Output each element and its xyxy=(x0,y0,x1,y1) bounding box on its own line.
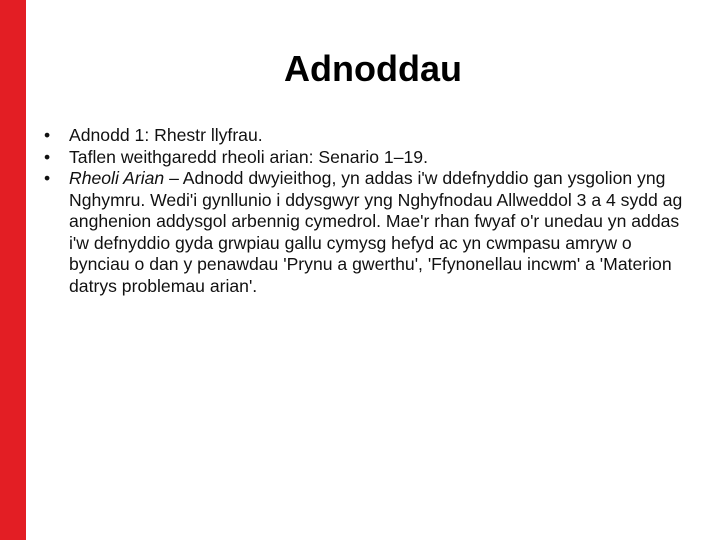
bullet-icon: • xyxy=(44,168,51,188)
accent-bar xyxy=(0,0,26,540)
bullet-text: Adnodd 1: Rhestr llyfrau. xyxy=(69,125,263,145)
slide-title: Adnoddau xyxy=(284,48,462,89)
bullet-item-1 xyxy=(44,125,684,147)
bullet-item-2 xyxy=(44,147,684,169)
bullet-icon: • xyxy=(44,125,51,145)
bullet-item-3 xyxy=(44,168,684,297)
bullet-list xyxy=(44,125,684,297)
bullet-lead-italic: Rheoli Arian xyxy=(69,168,165,188)
bullet-text: Taflen weithgaredd rheoli arian: Senario 1–19. xyxy=(69,146,428,167)
bullet-icon: • xyxy=(44,146,51,167)
bullet-text: – Adnodd dwyieithog, yn addas i'w ddefnyddio gan ysgolion yng Nghymru. Wedi'i gynllunio i ddysgwyr yng Nghyfnodau Allweddol 3 a 4 sydd ag anghenion addysgol arbennig cymedrol. Mae'r rhan fwyaf o'r unedau yn addas i'w defnyddio gyda grwpiau gallu cymysg hefyd ac yn cwmpasu amryw o bynciau o dan y penawdau 'Prynu a gwerthu', 'Ffynonellau incwm' a 'Materion datrys problemau arian'. xyxy=(69,168,683,296)
